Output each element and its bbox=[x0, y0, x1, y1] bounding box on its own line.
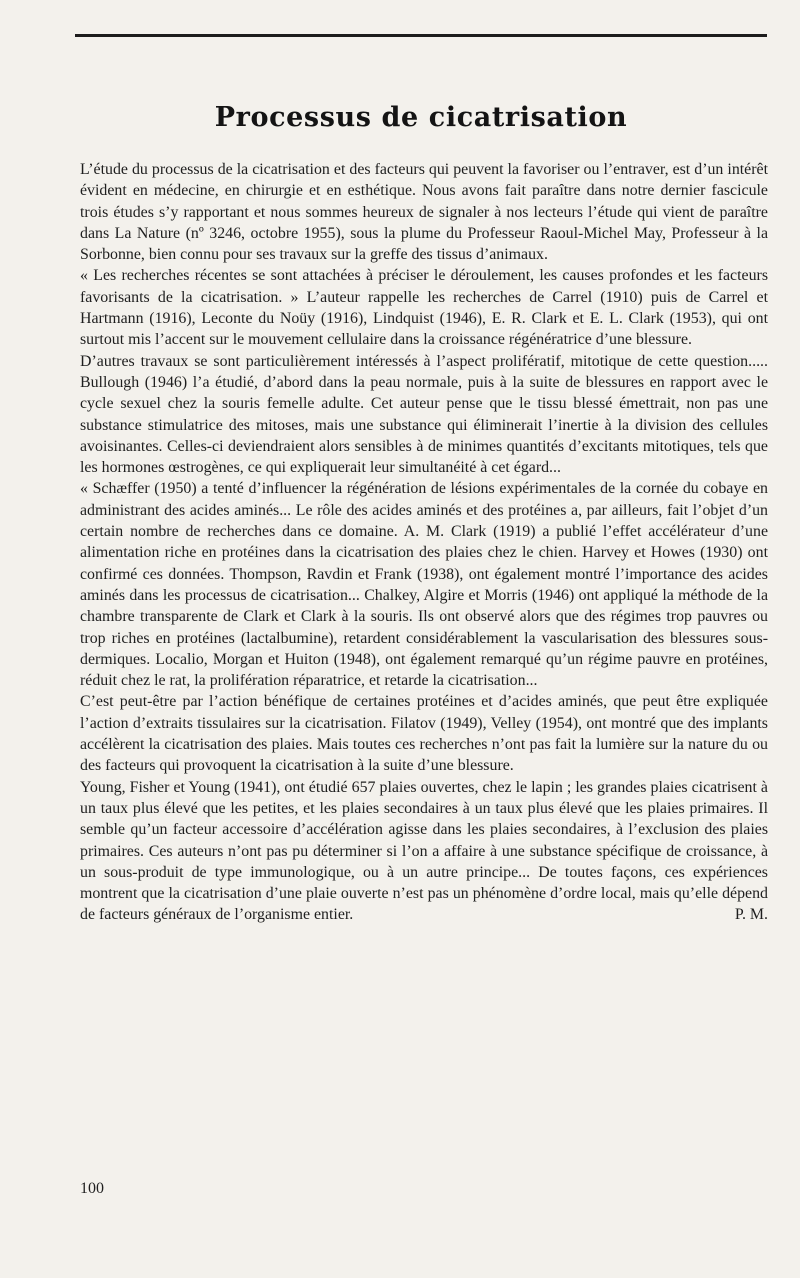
article-body bbox=[80, 159, 768, 926]
page-number: 100 bbox=[80, 1180, 104, 1197]
paragraph-1: L’étude du processus de la cicatrisation et des facteurs qui peuvent la favoriser ou l’entraver, est d’un intérêt évident en médecine, en chirurgie et en esthétique. Nous avons fait paraître dans notre dernier fascicule trois études s’y rapportant et nous sommes heureux de signaler à nos lecteurs l’étude qui vient de paraître dans La Nature (nº 3246, octobre 1955), sous la plume du Professeur Raoul-Michel May, Professeur à la Sorbonne, bien connu pour ses travaux sur la greffe des tissus d’animaux. bbox=[80, 161, 768, 264]
author-signature: P. M. bbox=[734, 906, 768, 924]
top-rule bbox=[75, 34, 767, 37]
paragraph-6 bbox=[80, 777, 768, 926]
paragraph-5: C’est peut-être par l’action bénéfique de certaines protéines et d’acides aminés, que peut être expliquée l’action d’extraits tissulaires sur la cicatrisation. Filatov (1949), Velley (1954), ont montré que des implants accélèrent la cicatrisation des plaies. Mais toutes ces recherches n’ont pas fait la lumière sur la nature du ou des facteurs qui provoquent la cicatrisation à la suite d’une blessure. bbox=[80, 693, 768, 775]
paragraph-2: « Les recherches récentes se sont attachées à préciser le déroulement, les causes profondes et les facteurs favorisants de la cicatrisation. » L’auteur rappelle les recherches de Carrel (1910) puis de Carrel et Hartmann (1916), Leconte du Noüy (1916), Lindquist (1946), E. R. Clark et E. L. Clark (1953), qui ont surtout mis l’accent sur le mouvement cellulaire dans la croissance régénératrice d’une blessure. bbox=[80, 267, 768, 349]
paragraph-3: D’autres travaux se sont particulièrement intéressés à l’aspect prolifératif, mitotique de cette question..... Bullough (1946) l’a étudié, d’abord dans la peau normale, puis à la suite de blessures en rapport avec le cycle sexuel chez la souris femelle adulte. Cet auteur pense que le tissu blessé émettrait, non pas une substance stimulatrice des mitoses, mais une substance qui éliminerait l’inertie à la division des cellules avoisinantes. Celles-ci deviendraient alors sensibles à de minimes quantités d’excitants mitotiques, tels que les hormones œstrogènes, ce qui expliquerait leur simultanéité à cet égard... bbox=[80, 352, 768, 477]
paragraph-6-text: Young, Fisher et Young (1941), ont étudié 657 plaies ouvertes, chez le lapin ; les grandes plaies cicatrisent à un taux plus élevé que les petites, et les plaies secondaires à un taux plus élevé que les plaies primaires. Il semble qu’un facteur accessoire d’accélération agisse dans les plaies secondaires, à l’exclusion des plaies primaires. Ces auteurs n’ont pas pu déterminer si l’on a affaire à une substance spécifique de croissance, à un sous-produit de type immunologique, ou à un autre principe... De toutes façons, ces expériences montrent que la cicatrisation d’une plaie ouverte n’est pas un phénomène d’ordre local, mais qu’elle dépend de facteurs généraux de l’organisme entier. bbox=[80, 778, 768, 924]
article-title: Processus de cicatrisation bbox=[214, 102, 628, 133]
paragraph-4: « Schæffer (1950) a tenté d’influencer la régénération de lésions expérimentales de la cornée du cobaye en administrant des acides aminés... Le rôle des acides aminés et des protéines a, par ailleurs, fait l’objet d’un certain nombre de recherches dans ce domaine. A. M. Clark (1919) a publié l’effet accélérateur d’une alimentation riche en protéines dans la cicatrisation des plaies chez le chien. Harvey et Howes (1930) ont confirmé ces données. Thompson, Ravdin et Frank (1938), ont également montré l’importance des acides aminés dans les processus de cicatrisation... Chalkey, Algire et Morris (1946) ont appliqué la méthode de la chambre transparente de Clark et Clark à la souris. Ils ont observé alors que des régimes trop pauvres ou trop riches en protéines (lactalbumine), retardent considérablement la vascularisation des blessures sous-dermiques. Localio, Morgan et Huiton (1948), ont également remarqué qu’un régime pauvre en protéines, réduit chez le rat, la prolifération réparatrice, et retarde la cicatrisation... bbox=[80, 480, 768, 690]
